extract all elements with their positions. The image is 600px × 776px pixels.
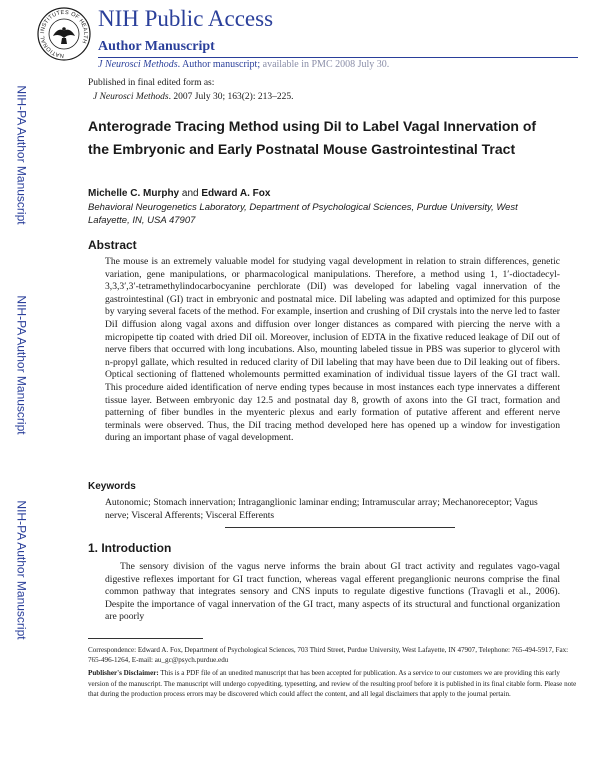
header-subtitle: Author Manuscript xyxy=(98,39,215,54)
correspondence-footnote: Correspondence: Edward A. Fox, Department of Psychological Sciences, 703 Third Street, Purdue University, West Lafayette, IN 47907, Telephone: 765-494-5917, Fax: 765-496-1264, E-mail: au_gc@psych.purdue.edu xyxy=(88,646,569,664)
disclaimer-text: This is a PDF file of an unedited manuscript that has been accepted for publication. As a service to our customers we are providing this early version of the manuscript. The manuscript will undergo copyediting, typesetting, and review of the resulting proof before it is published in its final citable form. Please note that during the production process errors may be discovered which could affect the content, and all legal disclaimers that apply to the journal pertain. xyxy=(88,669,577,698)
keywords-text: Autonomic; Stomach innervation; Intraganglionic laminar ending; Intramuscular array; Mechanoreceptor; Vagus nerve; Visceral Afferents; Visceral Efferents xyxy=(105,497,538,521)
eagle-icon xyxy=(53,27,75,44)
header-availability-text: available in PMC 2008 July 30. xyxy=(262,59,390,70)
author-affiliation: Behavioral Neurogenetics Laboratory, Department of Psychological Sciences, Purdue University, West Lafayette, IN, USA 47907 xyxy=(88,202,518,226)
author-list xyxy=(88,188,270,199)
publication-citation xyxy=(88,90,293,104)
disclaimer-label: Publisher's Disclaimer: xyxy=(88,669,159,677)
footnote-divider xyxy=(88,638,203,639)
svg-text:NATIONAL INSTITUTES OF HEALTH: NATIONAL INSTITUTES OF HEALTH xyxy=(39,9,89,59)
side-label-text: NIH-PA Author Manuscript xyxy=(15,295,30,435)
side-label-text: NIH-PA Author Manuscript xyxy=(15,85,30,225)
side-label-bottom xyxy=(15,495,29,645)
side-label-middle xyxy=(15,290,29,440)
abstract-heading: Abstract xyxy=(88,238,137,252)
header-availability xyxy=(98,59,389,70)
introduction-text: The sensory division of the vagus nerve informs the brain about GI tract activity and regulates vago-vagal digestive reflexes important for GI tract function, whereas vagal efferent preganglionic neurons comprise the final common pathway that integrates sensory and CNS inputs to regulate digestive functions (Travagli et al., 2006). Despite the importance of vagal innervation of the GI tract, many aspects of its structural and functional organization are poorly xyxy=(105,561,560,623)
nih-seal-logo xyxy=(36,6,92,62)
author-separator: and xyxy=(179,188,202,199)
header-title: NIH Public Access xyxy=(98,6,274,31)
keywords-divider xyxy=(225,527,455,528)
side-label-text: NIH-PA Author Manuscript xyxy=(15,500,30,640)
header-journal: J Neurosci Methods xyxy=(98,59,178,70)
citation-details: . 2007 July 30; 163(2): 213–225. xyxy=(168,92,294,102)
abstract-text: The mouse is an extremely valuable model for studying vagal development in relation to strain differences, genetic variation, gene manipulations, or pharmacological manipulations. Therefore, a method using 1, 1′-dioctadecyl-3,3,3′,3′-tetramethylindocarbocyanine perchlorate (DiI) was developed for labeling vagal innervation of the gastrointestinal (GI) tract in embryonic and postnatal mice. DiI labeling was adapted and optimized for this purpose by varying several facets of the method. For example, insertion and crushing of DiI crystals into the nerve led to faster DiI diffusion along vagal axons and diffusion over longer distances as compared with piercing the nerve with a micropipette tip coated with dried DiI oil. Moreover, inclusion of EDTA in the fixative reduced leakage of DiI out of nerve fibers that occurred with long incubations. Also, mounting labeled tissue in PBS was superior to glycerol with n-propyl gallate, which resulted in reduced clarity of DiI labeling that may have been due to DiI leaking out of fibers. Optical sectioning of flattened wholemounts permitted examination of individual tissue layers of the GI tract wall. This procedure aided identification of nerve ending types because in most instances each type innervates a different tissue layer. Between embryonic day 12.5 and postnatal day 8, growth of axons into the GI tract, formation and patterning of fiber bundles in the myenteric plexus and early formation of putative afferent and efferent nerve terminals were observed. Thus, the DiI tracing method developed here has opened up a window for investigation during an important phase of vagal development. xyxy=(105,256,560,444)
side-label-top xyxy=(15,80,29,230)
publisher-disclaimer xyxy=(88,668,578,700)
author-2: Edward A. Fox xyxy=(201,188,271,199)
header-divider xyxy=(98,57,578,58)
header-availability-prefix: . Author manuscript; xyxy=(177,59,263,70)
citation-journal: J Neurosci Methods xyxy=(93,92,169,102)
introduction-heading: 1. Introduction xyxy=(88,541,172,555)
author-1: Michelle C. Murphy xyxy=(88,188,180,199)
published-label: Published in final edited form as: xyxy=(88,78,215,88)
keywords-heading: Keywords xyxy=(88,481,136,492)
publication-info xyxy=(88,76,293,104)
article-title: Anterograde Tracing Method using DiI to Label Vagal Innervation of the Embryonic and Early Postnatal Mouse Gastrointestinal Tract xyxy=(88,118,537,157)
